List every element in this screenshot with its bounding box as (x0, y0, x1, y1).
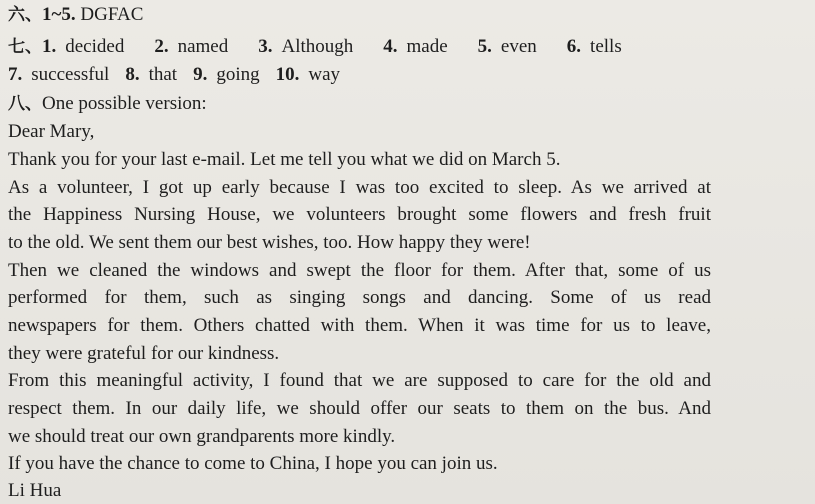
answer-item-1 (42, 35, 124, 59)
letter-line: to the old. We sent them our best wishes, too. How happy they were! (8, 232, 531, 253)
letter-line: As a volunteer, I got up early because I was too excited to sleep. As we arrived at (8, 177, 711, 198)
letter-line: If you have the chance to come to China, I hope you can join us. (8, 453, 498, 474)
letter-line: newspapers for them. Others chatted with them. When it was time for us to leave, (8, 315, 711, 336)
answer-word: going (216, 64, 260, 85)
answer-word: successful (31, 64, 110, 85)
answer-number: 4. (383, 36, 398, 57)
letter-line: respect them. In our daily life, we should offer our seats to them on the bus. And (8, 398, 711, 419)
letter-signature: Li Hua (8, 480, 62, 501)
answer-word: Although (281, 36, 354, 57)
answer-word: made (406, 36, 448, 57)
section-6-answer: DGFAC (80, 4, 144, 25)
section-7-label: 七、 (8, 37, 42, 57)
letter-line: Then we cleaned the windows and swept the floor for them. After that, some of us (8, 260, 711, 281)
letter-line: Thank you for your last e-mail. Let me tell you what we did on March 5. (8, 149, 561, 170)
section-8-header (8, 92, 207, 116)
answer-item-2 (154, 35, 228, 59)
answer-item-4 (383, 35, 447, 59)
letter-line: the Happiness Nursing House, we volunteers brought some flowers and fresh fruit (8, 204, 711, 225)
answer-item-9 (193, 63, 260, 87)
answer-number: 5. (477, 36, 492, 57)
answer-number: 10. (275, 64, 300, 85)
answer-number: 9. (193, 64, 208, 85)
section-6-label: 六、 (8, 5, 42, 25)
answer-word: decided (65, 36, 125, 57)
letter-line: we should treat our own grandparents more kindly. (8, 426, 396, 447)
answer-item-10 (276, 63, 340, 87)
answer-item-3 (258, 35, 353, 59)
answer-word: named (177, 36, 229, 57)
answer-word: way (308, 64, 341, 85)
section-7-row-1 (8, 35, 622, 59)
section-6-range: 1~5. (42, 4, 76, 25)
answer-item-7 (8, 63, 109, 87)
answer-number: 2. (154, 36, 169, 57)
answer-word: even (500, 36, 537, 57)
section-7-row-2 (8, 63, 340, 87)
letter-line: From this meaningful activity, I found that we are supposed to care for the old and (8, 370, 711, 391)
answer-number: 6. (566, 36, 582, 57)
answer-number: 8. (125, 64, 140, 85)
answer-number: 3. (258, 36, 273, 57)
letter-line: performed for them, such as singing songs and dancing. Some of us read (8, 287, 711, 308)
section-8-label: 八、 (8, 94, 42, 114)
letter-greeting: Dear Mary, (8, 121, 95, 142)
answer-item-5 (478, 35, 537, 59)
answer-item-8 (125, 63, 177, 87)
section-8-intro: One possible version: (42, 93, 207, 114)
answer-word: tells (590, 36, 622, 57)
answer-number: 1. (42, 36, 57, 57)
answer-item-6 (567, 35, 622, 59)
letter-line: they were grateful for our kindness. (8, 343, 280, 364)
answer-number: 7. (8, 64, 23, 85)
answer-word: that (148, 64, 178, 85)
section-6-row (8, 3, 143, 27)
